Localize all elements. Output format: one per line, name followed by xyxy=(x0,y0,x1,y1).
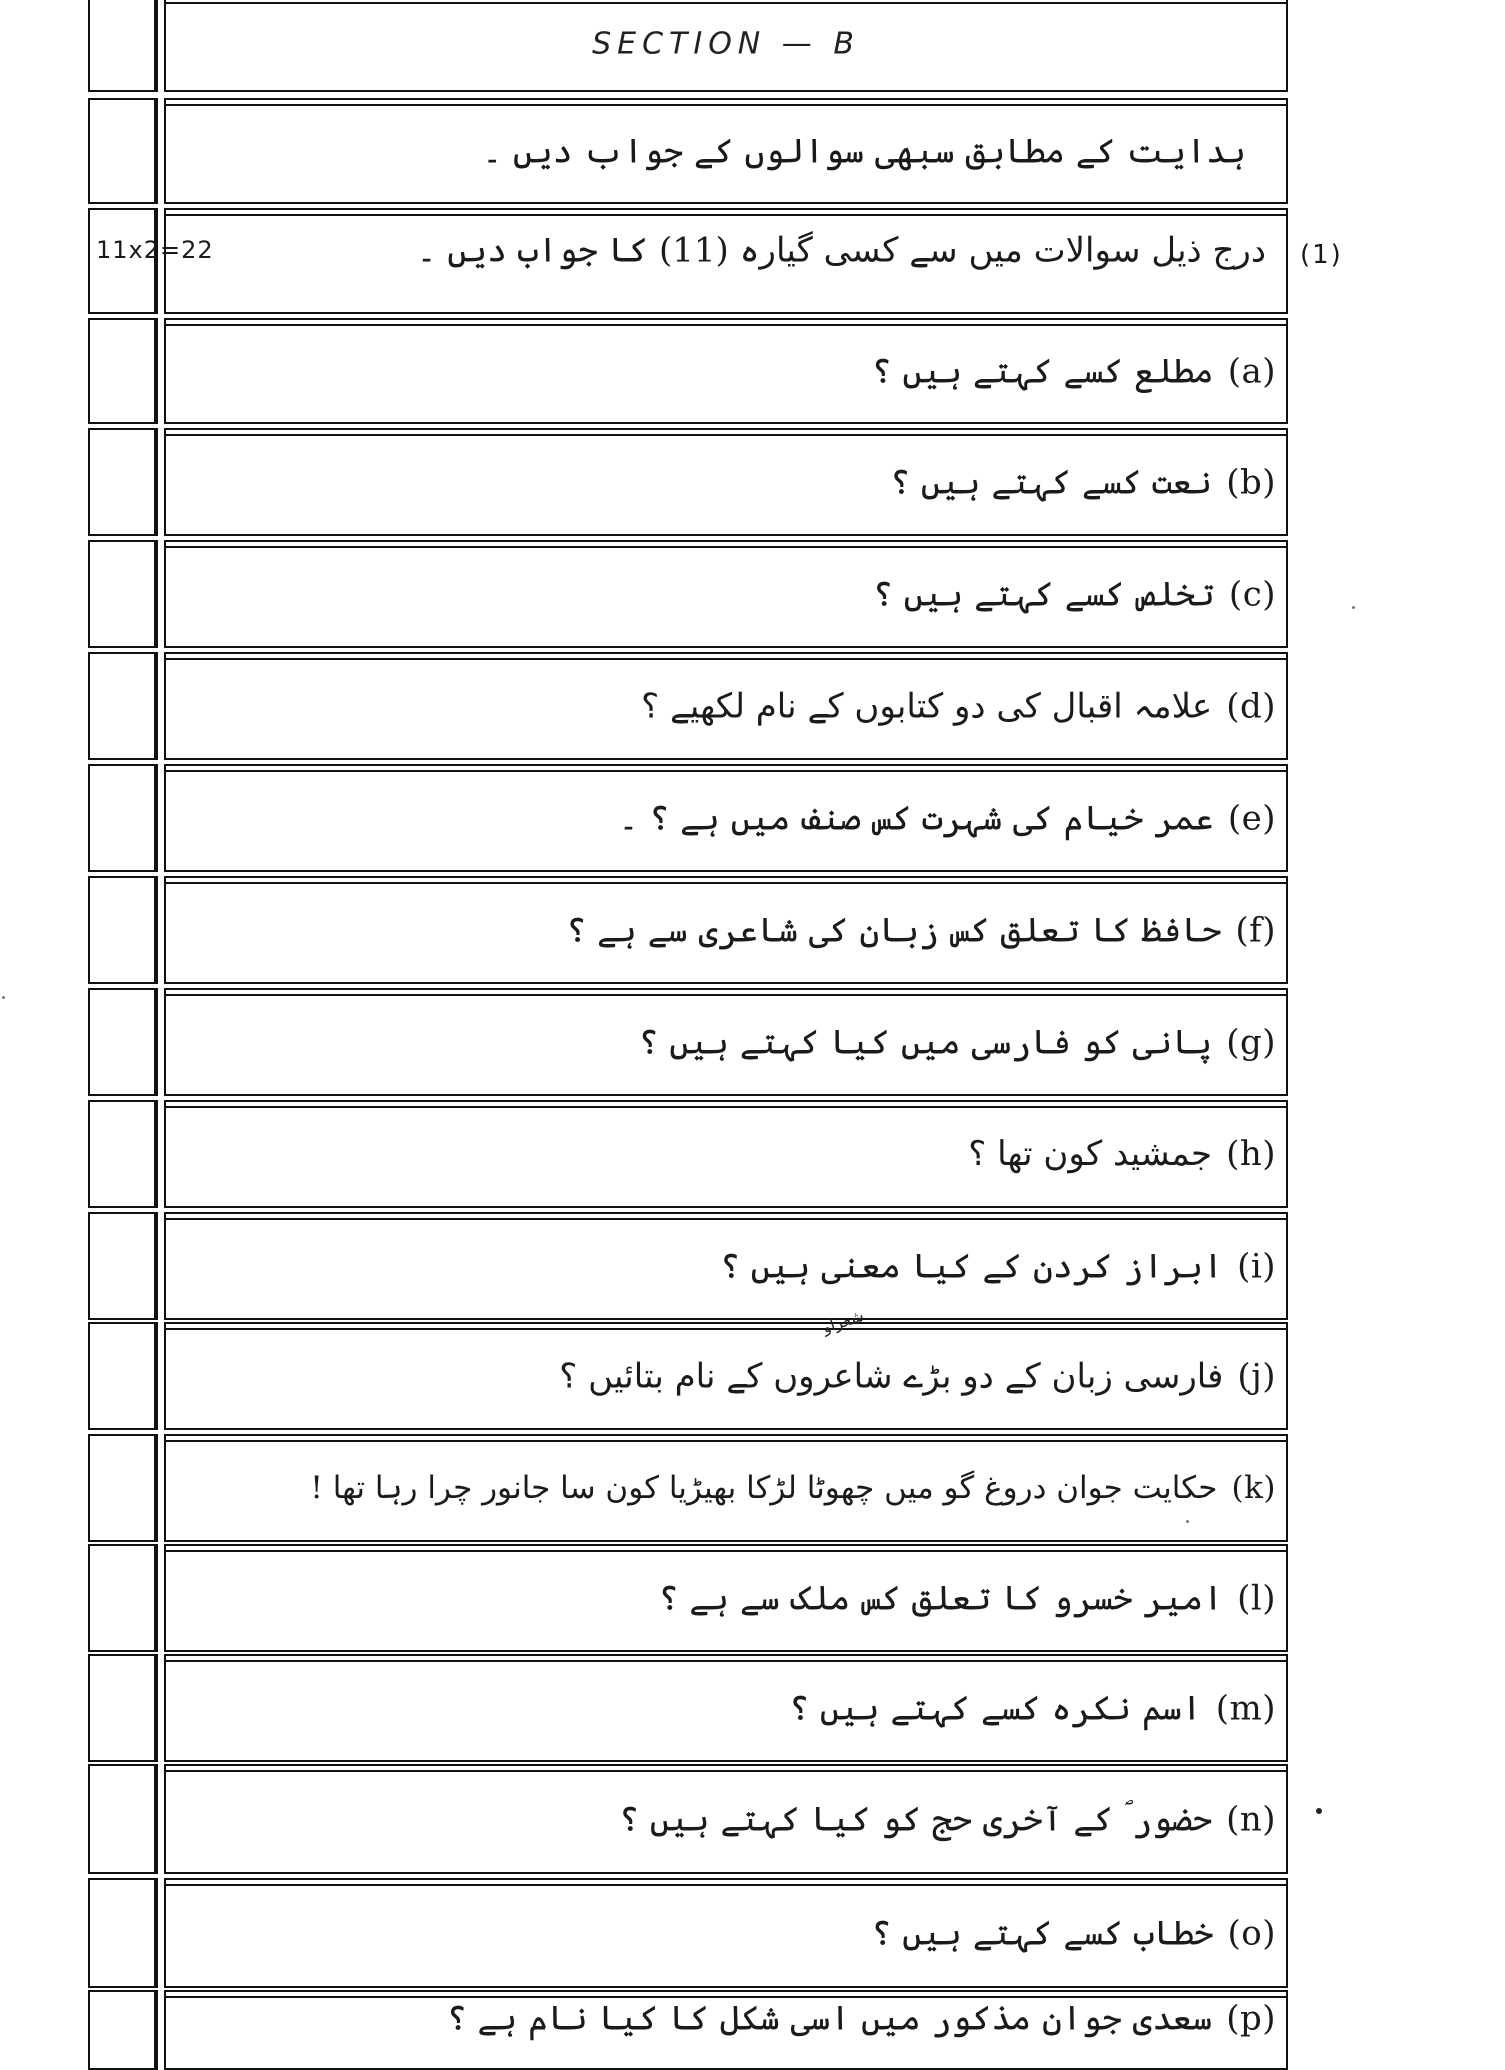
margin-speck xyxy=(2,996,5,999)
main-question-text: درج ذیل سوالات میں سے کسی گیارہ (11) کا جواب دیں ۔ xyxy=(416,230,1266,271)
question-cell xyxy=(164,1990,1288,2070)
marks-cell xyxy=(88,1764,158,1874)
question-row xyxy=(88,1990,1288,2070)
question-text: تخلص کسے کہتے ہیں ؟ xyxy=(872,574,1215,615)
margin-speck xyxy=(1352,606,1355,609)
question-text: علامہ اقبال کی دو کتابوں کے نام لکھیے ؟ xyxy=(641,686,1213,727)
question-row xyxy=(88,1322,1288,1430)
question-content xyxy=(619,1799,1276,1840)
question-label: (c) xyxy=(1228,574,1276,615)
question-cell xyxy=(164,1654,1288,1762)
question-row xyxy=(88,1764,1288,1874)
question-content xyxy=(968,1134,1276,1174)
question-text: نعت کسے کہتے ہیں ؟ xyxy=(890,462,1213,503)
question-text: حضور ؐ کے آخری حج کو کیا کہتے ہیں ؟ xyxy=(619,1799,1213,1840)
question-cell xyxy=(164,652,1288,760)
question-row xyxy=(88,1544,1288,1652)
question-label: (f) xyxy=(1235,910,1276,951)
question-label: (k) xyxy=(1231,1470,1276,1506)
question-text: ابراز کردن کے کیا معنی ہیں ؟ xyxy=(719,1246,1224,1287)
marks-cell xyxy=(88,764,158,872)
section-title: SECTION — B xyxy=(592,26,860,62)
question-content xyxy=(659,1578,1277,1619)
question-row xyxy=(88,1212,1288,1320)
question-text: حافظ کا تعلق کس زبان کی شاعری سے ہے ؟ xyxy=(566,910,1222,951)
marks-cell xyxy=(88,1212,158,1320)
question-cell xyxy=(164,1764,1288,1874)
marks-cell xyxy=(88,208,214,314)
question-content xyxy=(641,686,1276,727)
section-header-row xyxy=(88,0,1288,92)
question-cell xyxy=(164,764,1288,872)
question-text: عمر خیام کی شہرت کس صنف میں ہے ؟ ۔ xyxy=(618,798,1214,839)
question-label: (m) xyxy=(1215,1688,1276,1729)
marks-cell xyxy=(88,1434,158,1542)
question-content xyxy=(720,1246,1276,1287)
question-cell xyxy=(164,428,1288,536)
question-cell xyxy=(164,1322,1288,1430)
question-text: فارسی زبان کے دو بڑے شاعروں کے نام بتائیں ؟ xyxy=(559,1356,1224,1397)
question-cell xyxy=(164,1100,1288,1208)
instruction-text: ہدایت کے مطابق سبھی سوالوں کے جواب دیں ۔ xyxy=(482,131,1246,172)
marks-text: 11x2=22 xyxy=(96,236,214,264)
marks-cell xyxy=(88,1100,158,1208)
question-row xyxy=(88,876,1288,984)
question-cell xyxy=(164,1212,1288,1320)
question-cell xyxy=(164,318,1288,424)
question-cell xyxy=(164,540,1288,648)
question-cell xyxy=(164,1878,1288,1988)
question-content xyxy=(789,1688,1276,1729)
question-content xyxy=(890,462,1276,503)
question-label: (e) xyxy=(1227,798,1276,839)
question-text: اسم نکرہ کسے کہتے ہیں ؟ xyxy=(789,1688,1202,1729)
question-text: مطلع کسے کہتے ہیں ؟ xyxy=(871,351,1214,392)
question-content xyxy=(873,574,1276,615)
correction-note: شعراو xyxy=(820,1305,867,1338)
question-text: پانی کو فارسی میں کیا کہتے ہیں ؟ xyxy=(638,1022,1213,1063)
marks-cell xyxy=(88,540,158,648)
question-label: (a) xyxy=(1227,351,1276,392)
question-row xyxy=(88,988,1288,1096)
question-text: حکایت جوان دروغ گو میں چھوٹا لڑکا بھیڑیا کون سا جانور چرا رہا تھا ! xyxy=(310,1470,1218,1506)
question-label: (l) xyxy=(1237,1578,1276,1619)
header-cell xyxy=(164,0,1288,92)
question-content xyxy=(872,351,1276,392)
question-row xyxy=(88,1878,1288,1988)
question-content xyxy=(639,1022,1277,1063)
main-question-cell xyxy=(164,208,1288,314)
marks-cell xyxy=(88,318,158,424)
marks-cell xyxy=(88,652,158,760)
marks-cell xyxy=(88,428,158,536)
question-content xyxy=(566,910,1276,951)
question-content xyxy=(871,1913,1276,1954)
question-content xyxy=(310,1470,1276,1506)
question-content xyxy=(559,1356,1276,1397)
question-label: (i) xyxy=(1237,1246,1276,1287)
question-cell xyxy=(164,988,1288,1096)
marks-cell xyxy=(88,1990,158,2070)
marks-cell xyxy=(88,1654,158,1762)
instruction-cell xyxy=(164,98,1288,204)
question-row xyxy=(88,764,1288,872)
question-row xyxy=(88,428,1288,536)
question-row xyxy=(88,1100,1288,1208)
marks-cell xyxy=(88,1878,158,1988)
question-label: (g) xyxy=(1226,1022,1276,1063)
marks-cell xyxy=(88,1544,158,1652)
question-row xyxy=(88,540,1288,648)
question-label: (b) xyxy=(1226,462,1276,503)
question-row xyxy=(88,318,1288,424)
question-label: (h) xyxy=(1226,1134,1276,1174)
question-text: امیر خسرو کا تعلق کس ملک سے ہے ؟ xyxy=(658,1578,1224,1619)
marks-cell xyxy=(88,0,158,92)
question-label: (j) xyxy=(1237,1356,1276,1397)
question-label: (d) xyxy=(1226,686,1276,727)
question-cell xyxy=(164,876,1288,984)
marks-cell xyxy=(88,876,158,984)
question-row xyxy=(88,652,1288,760)
question-label: (n) xyxy=(1226,1799,1276,1840)
question-text: سعدی جوان مذکور میں اسی شکل کا کیا نام ہے ؟ xyxy=(446,1998,1213,2039)
margin-dot xyxy=(1316,1808,1322,1814)
marks-cell xyxy=(88,988,158,1096)
question-label: (o) xyxy=(1227,1913,1276,1954)
question-content xyxy=(447,1998,1276,2039)
marks-cell xyxy=(88,98,158,204)
main-question-row xyxy=(88,208,1288,314)
question-number: (1) xyxy=(1300,240,1343,270)
instruction-row xyxy=(88,98,1288,204)
question-cell xyxy=(164,1544,1288,1652)
margin-speck xyxy=(1186,1520,1189,1523)
question-text: جمشید کون تھا ؟ xyxy=(968,1134,1213,1174)
question-row xyxy=(88,1434,1288,1542)
question-text: خطاب کسے کہتے ہیں ؟ xyxy=(871,1913,1214,1954)
question-label: (p) xyxy=(1226,1998,1276,2039)
marks-cell xyxy=(88,1322,158,1430)
question-content xyxy=(619,798,1276,839)
question-cell xyxy=(164,1434,1288,1542)
question-row xyxy=(88,1654,1288,1762)
